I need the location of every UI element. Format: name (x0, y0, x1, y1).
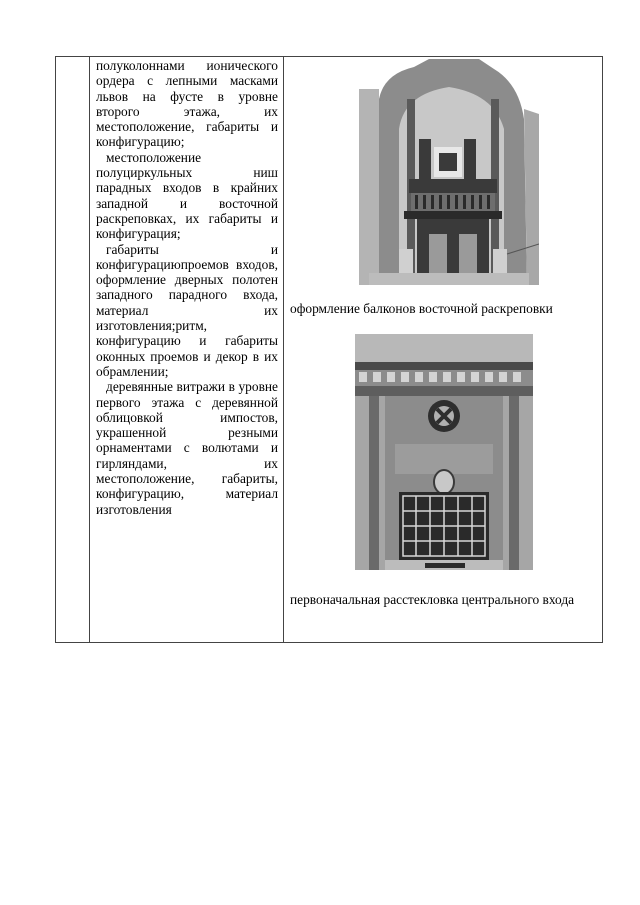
balcony-photo-caption: оформление балконов восточной раскреповки (290, 301, 553, 316)
description-paragraph-4: деревянные витражи в уровне первого этажа с деревянной облицовкой импостов, украшенной резными орнаментами с волютами и гирляндами, их местоположение, габариты, конфигурацию, материал изготовления (96, 379, 278, 517)
description-paragraph-2: местоположение полуциркульных ниш парадных входов в крайних западной и восточной раскреповках, их габариты и конфигурация; (96, 149, 278, 242)
central-entrance-photo (355, 334, 533, 570)
description-paragraph-1: полуколоннами ионического ордера с лепными масками львов на фусте в уровне второго этажа, их местоположение, габариты и конфигурацию; (96, 58, 278, 150)
description-cell (90, 57, 284, 643)
protection-subject-table (55, 56, 603, 643)
description-paragraph-3: габариты и конфигурациюпроемов входов, оформление дверных полотен западного парадного входа, материал их изготовления;ритм, конфигурацию и габариты оконных проемов и декор в их обрамлении; (96, 241, 278, 379)
balcony-photo (359, 59, 539, 285)
photo-cell (284, 57, 603, 643)
central-entrance-photo-caption: первоначальная расстекловка центрального входа (290, 592, 575, 607)
row-number-cell (56, 57, 90, 643)
table-row (56, 57, 603, 643)
